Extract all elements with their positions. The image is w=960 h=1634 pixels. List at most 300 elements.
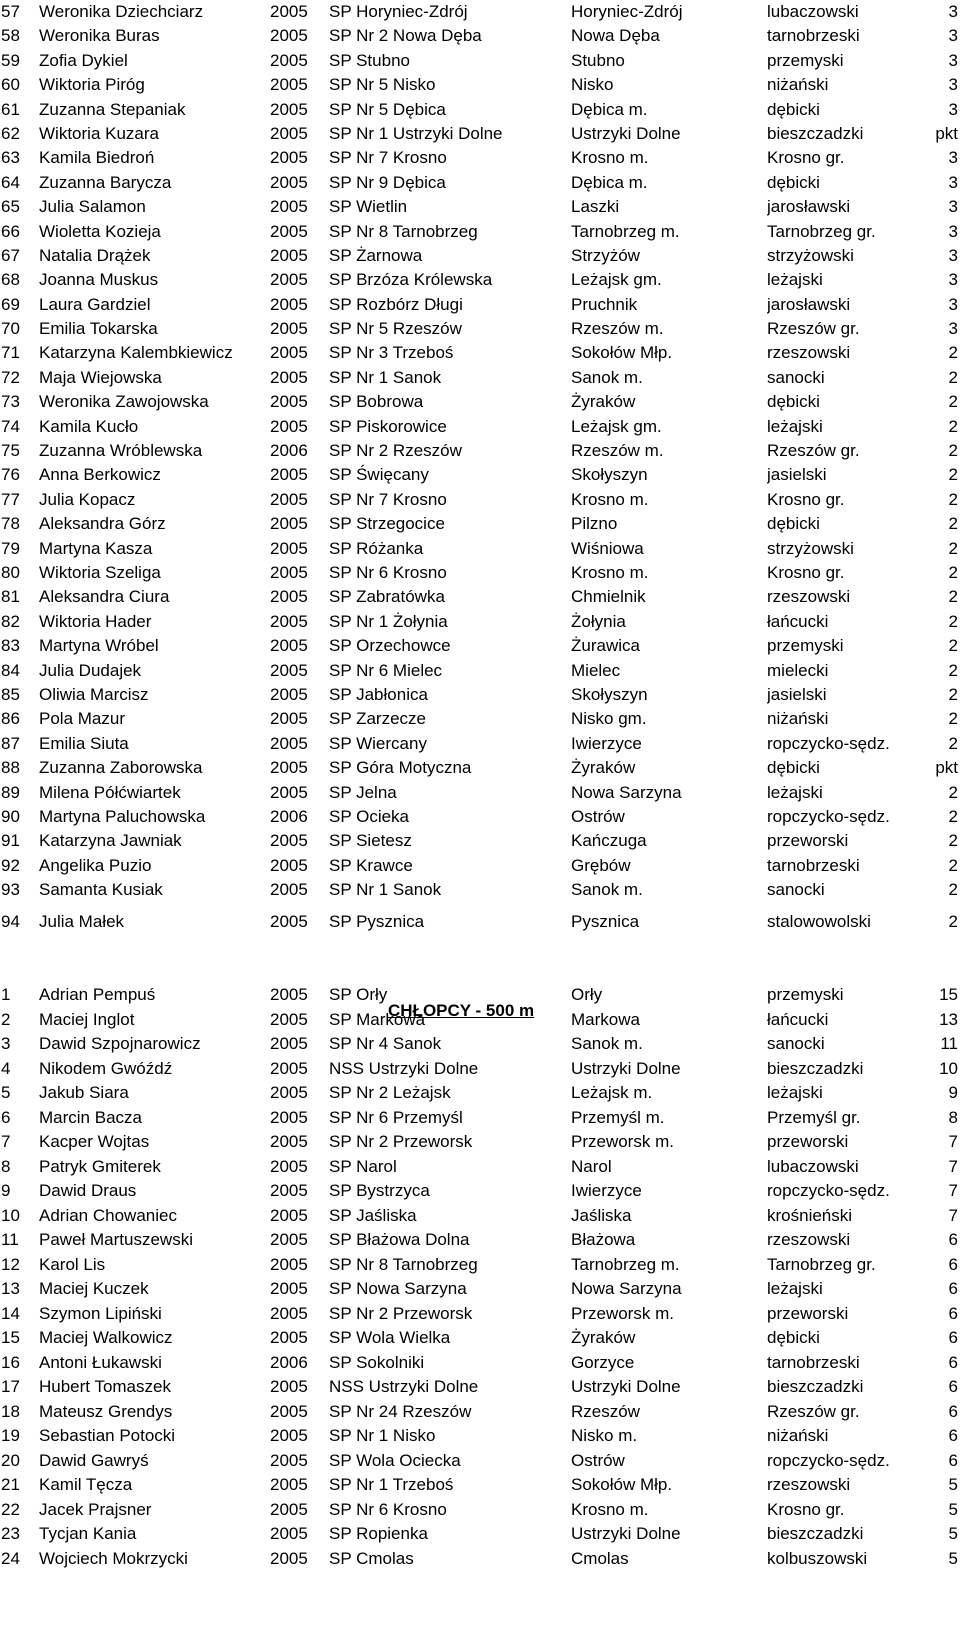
municipality-cell: Orły xyxy=(571,985,603,1004)
girls-table-row xyxy=(0,244,960,268)
school-name-cell: SP Nr 3 Trzeboś xyxy=(329,343,454,363)
competitor-name-cell: Anna Berkowicz xyxy=(39,465,161,485)
girls-table-row xyxy=(0,878,960,902)
school-name-cell: SP Nr 5 Nisko xyxy=(329,75,436,95)
place-number-cell: 63 xyxy=(1,148,20,168)
points-cell: 6 xyxy=(948,1352,958,1372)
municipality-cell: Strzyżów xyxy=(571,245,640,265)
points-cell: 3 xyxy=(948,245,958,265)
birth-year-cell: 2005 xyxy=(270,197,308,217)
municipality-cell: Ustrzyki Dolne xyxy=(571,1524,681,1543)
place-number-cell: 77 xyxy=(1,489,20,509)
competitor-name-cell: Paweł Martuszewski xyxy=(39,1230,193,1249)
points-cell: 2 xyxy=(948,367,958,387)
district-cell: tarnobrzeski xyxy=(767,855,860,875)
municipality-cell: Sanok m. xyxy=(571,1034,643,1053)
district-cell: Rzeszów gr. xyxy=(767,319,860,339)
school-name-cell: SP Ropienka xyxy=(329,1524,428,1543)
municipality-cell: Mielec xyxy=(571,660,621,680)
place-number-cell: 91 xyxy=(1,831,20,851)
competitor-name-cell: Joanna Muskus xyxy=(39,270,159,290)
birth-year-cell: 2005 xyxy=(270,587,308,607)
competitor-name-cell: Adrian Pempuś xyxy=(39,985,156,1004)
municipality-cell: Sanok m. xyxy=(571,367,643,387)
district-cell: łańcucki xyxy=(767,1009,829,1029)
place-number-cell: 92 xyxy=(1,855,20,875)
competitor-name-cell: Nikodem Gwóźdź xyxy=(39,1058,173,1078)
district-cell: Krosno gr. xyxy=(767,1499,845,1519)
birth-year-cell: 2005 xyxy=(270,75,308,95)
school-name-cell: SP Nr 2 Leżajsk xyxy=(329,1083,451,1102)
boys-table-row xyxy=(0,1057,960,1082)
place-number-cell: 57 xyxy=(1,2,20,21)
place-number-cell: 81 xyxy=(1,587,20,607)
points-cell: 2 xyxy=(948,611,958,631)
place-number-cell: 90 xyxy=(1,806,20,826)
place-number-cell: 7 xyxy=(1,1132,11,1151)
girls-table-row xyxy=(0,910,960,934)
municipality-cell: Grębów xyxy=(571,855,631,875)
points-cell: 5 xyxy=(948,1524,958,1543)
place-number-cell: 15 xyxy=(1,1328,20,1347)
school-name-cell: SP Nr 2 Przeworsk xyxy=(329,1132,473,1151)
school-name-cell: SP Nr 4 Sanok xyxy=(329,1034,442,1053)
birth-year-cell: 2005 xyxy=(270,343,308,363)
school-name-cell: SP Nr 24 Rzeszów xyxy=(329,1401,472,1421)
place-number-cell: 4 xyxy=(1,1058,11,1078)
place-number-cell: 89 xyxy=(1,782,20,802)
birth-year-cell: 2005 xyxy=(270,1058,308,1078)
municipality-cell: Żyraków xyxy=(571,392,636,412)
competitor-name-cell: Hubert Tomaszek xyxy=(39,1377,171,1396)
points-cell: 2 xyxy=(948,782,958,802)
birth-year-cell: 2005 xyxy=(270,245,308,265)
birth-year-cell: 2005 xyxy=(270,1377,308,1396)
competitor-name-cell: Julia Kopacz xyxy=(39,489,136,509)
points-cell: 2 xyxy=(948,343,958,363)
place-number-cell: 69 xyxy=(1,294,20,314)
boys-table-row xyxy=(0,1253,960,1278)
boys-table-row xyxy=(0,1473,960,1498)
girls-table-row xyxy=(0,585,960,609)
competitor-name-cell: Laura Gardziel xyxy=(39,294,151,314)
district-cell: rzeszowski xyxy=(767,1475,851,1494)
place-number-cell: 83 xyxy=(1,636,20,656)
place-number-cell: 12 xyxy=(1,1254,20,1274)
place-number-cell: 74 xyxy=(1,416,20,436)
points-cell: 3 xyxy=(948,148,958,168)
place-number-cell: 13 xyxy=(1,1279,20,1298)
birth-year-cell: 2005 xyxy=(270,660,308,680)
district-cell: bieszczadzki xyxy=(767,1524,864,1543)
place-number-cell: 5 xyxy=(1,1083,11,1102)
place-number-cell: 64 xyxy=(1,172,20,192)
school-name-cell: SP Krawce xyxy=(329,855,413,875)
birth-year-cell: 2005 xyxy=(270,831,308,851)
municipality-cell: Żyraków xyxy=(571,1328,636,1347)
competitor-name-cell: Mateusz Grendys xyxy=(39,1401,173,1421)
points-cell: 3 xyxy=(948,221,958,241)
boys-table-row xyxy=(0,1400,960,1425)
girls-table-row xyxy=(0,317,960,341)
school-name-cell: NSS Ustrzyki Dolne xyxy=(329,1058,479,1078)
girls-table-row xyxy=(0,610,960,634)
district-cell: przemyski xyxy=(767,636,844,656)
district-cell: jasielski xyxy=(767,684,827,704)
municipality-cell: Wiśniowa xyxy=(571,538,644,558)
district-cell: tarnobrzeski xyxy=(767,1352,860,1372)
competitor-name-cell: Katarzyna Jawniak xyxy=(39,831,182,851)
district-cell: łańcucki xyxy=(767,611,829,631)
girls-table-row xyxy=(0,659,960,683)
municipality-cell: Leżajsk m. xyxy=(571,1083,653,1102)
competitor-name-cell: Zuzanna Barycza xyxy=(39,172,172,192)
place-number-cell: 20 xyxy=(1,1450,20,1470)
birth-year-cell: 2005 xyxy=(270,1475,308,1494)
competitor-name-cell: Katarzyna Kalembkiewicz xyxy=(39,343,233,363)
district-cell: niżański xyxy=(767,1426,829,1445)
competitor-name-cell: Natalia Drążek xyxy=(39,245,151,265)
girls-table-row xyxy=(0,707,960,731)
competitor-name-cell: Sebastian Potocki xyxy=(39,1426,176,1445)
birth-year-cell: 2005 xyxy=(270,1156,308,1176)
competitor-name-cell: Wiktoria Piróg xyxy=(39,75,145,95)
place-number-cell: 1 xyxy=(1,985,11,1004)
municipality-cell: Żyraków xyxy=(571,758,636,778)
birth-year-cell: 2005 xyxy=(270,611,308,631)
birth-year-cell: 2005 xyxy=(270,99,308,119)
school-name-cell: SP Góra Motyczna xyxy=(329,758,472,778)
birth-year-cell: 2005 xyxy=(270,392,308,412)
place-number-cell: 2 xyxy=(1,1009,11,1029)
points-cell: 3 xyxy=(948,319,958,339)
birth-year-cell: 2005 xyxy=(270,2,308,21)
place-number-cell: 19 xyxy=(1,1426,20,1445)
competitor-name-cell: Angelika Puzio xyxy=(39,855,152,875)
competitor-name-cell: Patryk Gmiterek xyxy=(39,1156,161,1176)
points-cell: 2 xyxy=(948,636,958,656)
district-cell: rzeszowski xyxy=(767,343,851,363)
competitor-name-cell: Maciej Walkowicz xyxy=(39,1328,173,1347)
district-cell: strzyżowski xyxy=(767,538,854,558)
district-cell: leżajski xyxy=(767,782,823,802)
municipality-cell: Markowa xyxy=(571,1009,640,1029)
boys-section-heading: CHŁOPCY - 500 m xyxy=(388,1001,535,1020)
boys-table-row xyxy=(0,1130,960,1155)
school-name-cell: SP Błażowa Dolna xyxy=(329,1230,470,1249)
place-number-cell: 11 xyxy=(1,1230,19,1249)
birth-year-cell: 2006 xyxy=(270,441,308,461)
competitor-name-cell: Martyna Paluchowska xyxy=(39,806,206,826)
competitor-name-cell: Maciej Kuczek xyxy=(39,1279,149,1298)
birth-year-cell: 2005 xyxy=(270,1205,308,1225)
district-cell: jarosławski xyxy=(767,197,851,217)
competitor-name-cell: Marcin Bacza xyxy=(39,1107,142,1127)
municipality-cell: Nowa Dęba xyxy=(571,26,660,46)
school-name-cell: SP Wola Wielka xyxy=(329,1328,451,1347)
district-cell: Krosno gr. xyxy=(767,489,845,509)
birth-year-cell: 2006 xyxy=(270,1352,308,1372)
girls-table-row xyxy=(0,683,960,707)
school-name-cell: SP Bobrowa xyxy=(329,392,424,412)
girls-table-row xyxy=(0,98,960,122)
place-number-cell: 17 xyxy=(1,1377,20,1396)
points-cell: 2 xyxy=(948,684,958,704)
school-name-cell: SP Narol xyxy=(329,1156,397,1176)
boys-table-row xyxy=(0,1277,960,1302)
boys-table-row xyxy=(0,1326,960,1351)
municipality-cell: Tarnobrzeg m. xyxy=(571,221,680,241)
girls-table-row xyxy=(0,805,960,829)
birth-year-cell: 2005 xyxy=(270,684,308,704)
school-name-cell: NSS Ustrzyki Dolne xyxy=(329,1377,479,1396)
municipality-cell: Pysznica xyxy=(571,912,640,932)
municipality-cell: Ustrzyki Dolne xyxy=(571,123,681,143)
points-cell: 13 xyxy=(939,1009,958,1029)
points-cell: 2 xyxy=(948,660,958,680)
competitor-name-cell: Szymon Lipiński xyxy=(39,1303,162,1323)
girls-table-row xyxy=(0,171,960,195)
district-cell: niżański xyxy=(767,709,829,729)
municipality-cell: Stubno xyxy=(571,50,625,70)
place-number-cell: 78 xyxy=(1,514,20,534)
competitor-name-cell: Julia Salamon xyxy=(39,197,146,217)
girls-table-row xyxy=(0,293,960,317)
district-cell: jasielski xyxy=(767,465,827,485)
place-number-cell: 86 xyxy=(1,709,20,729)
place-number-cell: 65 xyxy=(1,197,20,217)
competitor-name-cell: Zofia Dykiel xyxy=(39,50,128,70)
place-number-cell: 71 xyxy=(1,343,20,363)
municipality-cell: Jaśliska xyxy=(571,1205,632,1225)
birth-year-cell: 2005 xyxy=(270,50,308,70)
points-cell: 2 xyxy=(948,465,958,485)
district-cell: jarosławski xyxy=(767,294,851,314)
place-number-cell: 9 xyxy=(1,1181,11,1200)
birth-year-cell: 2005 xyxy=(270,1524,308,1543)
competitor-name-cell: Weronika Buras xyxy=(39,26,160,46)
boys-table-row xyxy=(0,1302,960,1327)
school-name-cell: SP Nr 2 Nowa Dęba xyxy=(329,26,482,46)
place-number-cell: 3 xyxy=(1,1034,11,1053)
competitor-name-cell: Jakub Siara xyxy=(39,1083,129,1102)
points-cell: 2 xyxy=(948,392,958,412)
municipality-cell: Przeworsk m. xyxy=(571,1132,674,1151)
place-number-cell: 58 xyxy=(1,26,20,46)
boys-table-row xyxy=(0,1547,960,1572)
points-cell: pkt xyxy=(935,758,958,778)
points-cell: 3 xyxy=(948,75,958,95)
competitor-name-cell: Wojciech Mokrzycki xyxy=(39,1548,188,1568)
points-cell: 7 xyxy=(948,1181,958,1200)
birth-year-cell: 2005 xyxy=(270,733,308,753)
place-number-cell: 76 xyxy=(1,465,20,485)
girls-table-row xyxy=(0,512,960,536)
competitor-name-cell: Antoni Łukawski xyxy=(39,1352,162,1372)
birth-year-cell: 2005 xyxy=(270,172,308,192)
school-name-cell: SP Nr 5 Dębica xyxy=(329,99,446,119)
municipality-cell: Skołyszyn xyxy=(571,465,648,485)
place-number-cell: 88 xyxy=(1,758,20,778)
girls-table-row xyxy=(0,122,960,146)
district-cell: przeworski xyxy=(767,831,849,851)
district-cell: Tarnobrzeg gr. xyxy=(767,1254,876,1274)
place-number-cell: 75 xyxy=(1,441,20,461)
girls-table-row xyxy=(0,463,960,487)
girls-table-row xyxy=(0,24,960,48)
birth-year-cell: 2005 xyxy=(270,1254,308,1274)
birth-year-cell: 2005 xyxy=(270,1303,308,1323)
district-cell: sanocki xyxy=(767,880,825,900)
municipality-cell: Rzeszów m. xyxy=(571,319,664,339)
points-cell: 2 xyxy=(948,538,958,558)
girls-table-row xyxy=(0,195,960,219)
school-name-cell: SP Markowa xyxy=(329,1009,426,1029)
place-number-cell: 93 xyxy=(1,880,20,900)
competitor-name-cell: Julia Małek xyxy=(39,912,125,932)
competitor-name-cell: Emilia Tokarska xyxy=(39,319,158,339)
points-cell: 3 xyxy=(948,294,958,314)
municipality-cell: Rzeszów xyxy=(571,1401,640,1421)
competitor-name-cell: Dawid Gawryś xyxy=(39,1450,149,1470)
birth-year-cell: 2005 xyxy=(270,294,308,314)
school-name-cell: SP Sietesz xyxy=(329,831,412,851)
girls-table-row xyxy=(0,0,960,24)
boys-table-row xyxy=(0,1498,960,1523)
school-name-cell: SP Nr 5 Rzeszów xyxy=(329,319,462,339)
birth-year-cell: 2005 xyxy=(270,782,308,802)
municipality-cell: Ustrzyki Dolne xyxy=(571,1377,681,1396)
competitor-name-cell: Tycjan Kania xyxy=(39,1524,137,1543)
birth-year-cell: 2006 xyxy=(270,806,308,826)
municipality-cell: Iwierzyce xyxy=(571,1181,642,1200)
place-number-cell: 62 xyxy=(1,123,20,143)
district-cell: dębicki xyxy=(767,758,820,778)
school-name-cell: SP Nr 6 Przemyśl xyxy=(329,1107,463,1127)
place-number-cell: 68 xyxy=(1,270,20,290)
points-cell: 6 xyxy=(948,1328,958,1347)
boys-table-row xyxy=(0,1008,960,1033)
boys-table-row xyxy=(0,983,960,1008)
boys-table-row xyxy=(0,1081,960,1106)
birth-year-cell: 2005 xyxy=(270,1132,308,1151)
competitor-name-cell: Julia Dudajek xyxy=(39,660,142,680)
birth-year-cell: 2005 xyxy=(270,1279,308,1298)
district-cell: przemyski xyxy=(767,50,844,70)
points-cell: 6 xyxy=(948,1401,958,1421)
district-cell: strzyżowski xyxy=(767,245,854,265)
birth-year-cell: 2005 xyxy=(270,270,308,290)
competitor-name-cell: Kamila Kucło xyxy=(39,416,139,436)
place-number-cell: 66 xyxy=(1,221,20,241)
birth-year-cell: 2005 xyxy=(270,319,308,339)
municipality-cell: Ustrzyki Dolne xyxy=(571,1058,681,1078)
school-name-cell: SP Strzegocice xyxy=(329,514,445,534)
birth-year-cell: 2005 xyxy=(270,514,308,534)
points-cell: 2 xyxy=(948,855,958,875)
municipality-cell: Przeworsk m. xyxy=(571,1303,674,1323)
school-name-cell: SP Wola Ociecka xyxy=(329,1450,461,1470)
points-cell: 2 xyxy=(948,514,958,534)
school-name-cell: SP Nr 6 Mielec xyxy=(329,660,443,680)
district-cell: Rzeszów gr. xyxy=(767,441,860,461)
girls-table-row xyxy=(0,561,960,585)
competitor-name-cell: Weronika Zawojowska xyxy=(39,392,209,412)
boys-table-row xyxy=(0,1204,960,1229)
municipality-cell: Leżajsk gm. xyxy=(571,270,662,290)
boys-table-row xyxy=(0,1155,960,1180)
district-cell: Rzeszów gr. xyxy=(767,1401,860,1421)
district-cell: mielecki xyxy=(767,660,829,680)
school-name-cell: SP Nr 6 Krosno xyxy=(329,1499,447,1519)
municipality-cell: Pruchnik xyxy=(571,294,638,314)
school-name-cell: SP Jelna xyxy=(329,782,397,802)
school-name-cell: SP Zarzecze xyxy=(329,709,427,729)
municipality-cell: Gorzyce xyxy=(571,1352,635,1372)
municipality-cell: Krosno m. xyxy=(571,562,649,582)
district-cell: krośnieński xyxy=(767,1205,853,1225)
points-cell: 2 xyxy=(948,912,958,932)
school-name-cell: SP Nr 1 Sanok xyxy=(329,880,442,900)
district-cell: sanocki xyxy=(767,367,825,387)
birth-year-cell: 2005 xyxy=(270,465,308,485)
school-name-cell: SP Pysznica xyxy=(329,912,425,932)
points-cell: 7 xyxy=(948,1132,958,1151)
points-cell: 6 xyxy=(948,1254,958,1274)
points-cell: 15 xyxy=(939,985,958,1004)
school-name-cell: SP Nr 1 Żołynia xyxy=(329,611,448,631)
district-cell: dębicki xyxy=(767,99,820,119)
school-name-cell: SP Horyniec-Zdrój xyxy=(329,2,468,21)
points-cell: 7 xyxy=(948,1205,958,1225)
district-cell: rzeszowski xyxy=(767,587,851,607)
school-name-cell: SP Nr 8 Tarnobrzeg xyxy=(329,1254,478,1274)
competitor-name-cell: Oliwia Marcisz xyxy=(39,684,149,704)
points-cell: pkt xyxy=(935,123,958,143)
points-cell: 2 xyxy=(948,489,958,509)
boys-table-row xyxy=(0,1032,960,1057)
birth-year-cell: 2005 xyxy=(270,1034,308,1053)
competitor-name-cell: Aleksandra Górz xyxy=(39,514,166,534)
competitor-name-cell: Aleksandra Ciura xyxy=(39,587,170,607)
points-cell: 3 xyxy=(948,172,958,192)
place-number-cell: 85 xyxy=(1,684,20,704)
school-name-cell: SP Stubno xyxy=(329,50,410,70)
district-cell: Przemyśl gr. xyxy=(767,1107,861,1127)
points-cell: 6 xyxy=(948,1450,958,1470)
school-name-cell: SP Różanka xyxy=(329,538,424,558)
competitor-name-cell: Karol Lis xyxy=(39,1254,106,1274)
district-cell: Tarnobrzeg gr. xyxy=(767,221,876,241)
birth-year-cell: 2005 xyxy=(270,636,308,656)
municipality-cell: Leżajsk gm. xyxy=(571,416,662,436)
school-name-cell: SP Cmolas xyxy=(329,1548,414,1568)
school-name-cell: SP Jaśliska xyxy=(329,1205,417,1225)
points-cell: 3 xyxy=(948,270,958,290)
points-cell: 6 xyxy=(948,1279,958,1298)
points-cell: 3 xyxy=(948,197,958,217)
points-cell: 3 xyxy=(948,26,958,46)
school-name-cell: SP Nr 1 Nisko xyxy=(329,1426,436,1445)
district-cell: dębicki xyxy=(767,1328,820,1347)
competitor-name-cell: Kamila Biedroń xyxy=(39,148,155,168)
school-name-cell: SP Nr 1 Sanok xyxy=(329,367,442,387)
girls-table-row xyxy=(0,49,960,73)
district-cell: lubaczowski xyxy=(767,2,859,21)
municipality-cell: Nowa Sarzyna xyxy=(571,1279,682,1298)
school-name-cell: SP Jabłonica xyxy=(329,684,428,704)
points-cell: 6 xyxy=(948,1426,958,1445)
